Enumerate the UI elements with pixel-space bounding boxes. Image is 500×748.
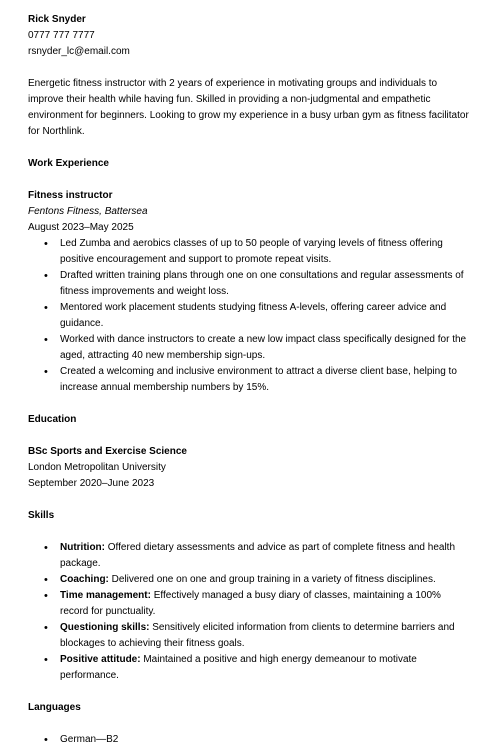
education-dates: September 2020–June 2023 (28, 478, 155, 489)
skill-label: Nutrition: (60, 542, 105, 553)
education-degree: BSc Sports and Exercise Science (28, 446, 187, 457)
job-company: Fentons Fitness, Battersea (28, 206, 148, 217)
contact-name: Rick Snyder (28, 14, 86, 25)
list-item (60, 588, 472, 620)
list-item: • German—B2 (60, 732, 472, 748)
profile-summary: Energetic fitness instructor with 2 years of experience in motivating groups and individuals to improve their health while having fun. Skilled in providing a non-judgmental and empathetic environment for beginners. Looking to grow my experience in a busy urban gym as fitness facilitator for Northlink. (28, 78, 469, 137)
skill-text: Sensitively elicited information from clients to determine barriers and blockages to achieving their fitness goals. (60, 622, 455, 649)
job-title: Fitness instructor (28, 190, 113, 201)
skill-label: Questioning skills: (60, 622, 150, 633)
job-dates: August 2023–May 2025 (28, 222, 134, 233)
list-item (60, 652, 472, 684)
skill-text: Offered dietary assessments and advice as part of complete fitness and health package. (60, 542, 456, 569)
skills-heading: Skills (28, 510, 55, 521)
list-item: • Led Zumba and aerobics classes of up to 50 people of varying levels of fitness offering positive encouragement and support to promote repeat visits. (60, 236, 472, 268)
skill-text: Delivered one on one and group training in a variety of fitness disciplines. (108, 574, 436, 585)
skill-label: Coaching: (60, 574, 109, 585)
list-item: • Created a welcoming and inclusive environment to attract a diverse client base, helping to increase annual membership numbers by 15%. (60, 364, 472, 396)
skill-label: Positive attitude: (60, 654, 141, 665)
list-item: • Mentored work placement students studying fitness A-levels, offering career advice and guidance. (60, 300, 472, 332)
education-school: London Metropolitan University (28, 462, 166, 473)
job-bullets (28, 236, 472, 396)
work-heading: Work Experience (28, 158, 109, 169)
skill-text: Maintained a positive and high energy demeanour to motivate performance. (60, 654, 417, 681)
skills-list (28, 540, 472, 684)
list-item (60, 572, 472, 588)
list-item: • Worked with dance instructors to create a new low impact class specifically designed for the aged, attracting 40 new membership sign-ups. (60, 332, 472, 364)
skill-label: Time management: (60, 590, 151, 601)
list-item: • Drafted written training plans through one on one consultations and regular assessments of fitness improvements and weight loss. (60, 268, 472, 300)
list-item (60, 540, 472, 572)
languages-list (28, 732, 472, 748)
languages-heading: Languages (28, 702, 81, 713)
list-item (60, 620, 472, 652)
education-heading: Education (28, 414, 77, 425)
contact-email: rsnyder_lc@email.com (28, 46, 130, 57)
contact-phone: 0777 777 7777 (28, 30, 95, 41)
skill-text: Effectively managed a busy diary of classes, maintaining a 100% record for punctuality. (60, 590, 441, 617)
